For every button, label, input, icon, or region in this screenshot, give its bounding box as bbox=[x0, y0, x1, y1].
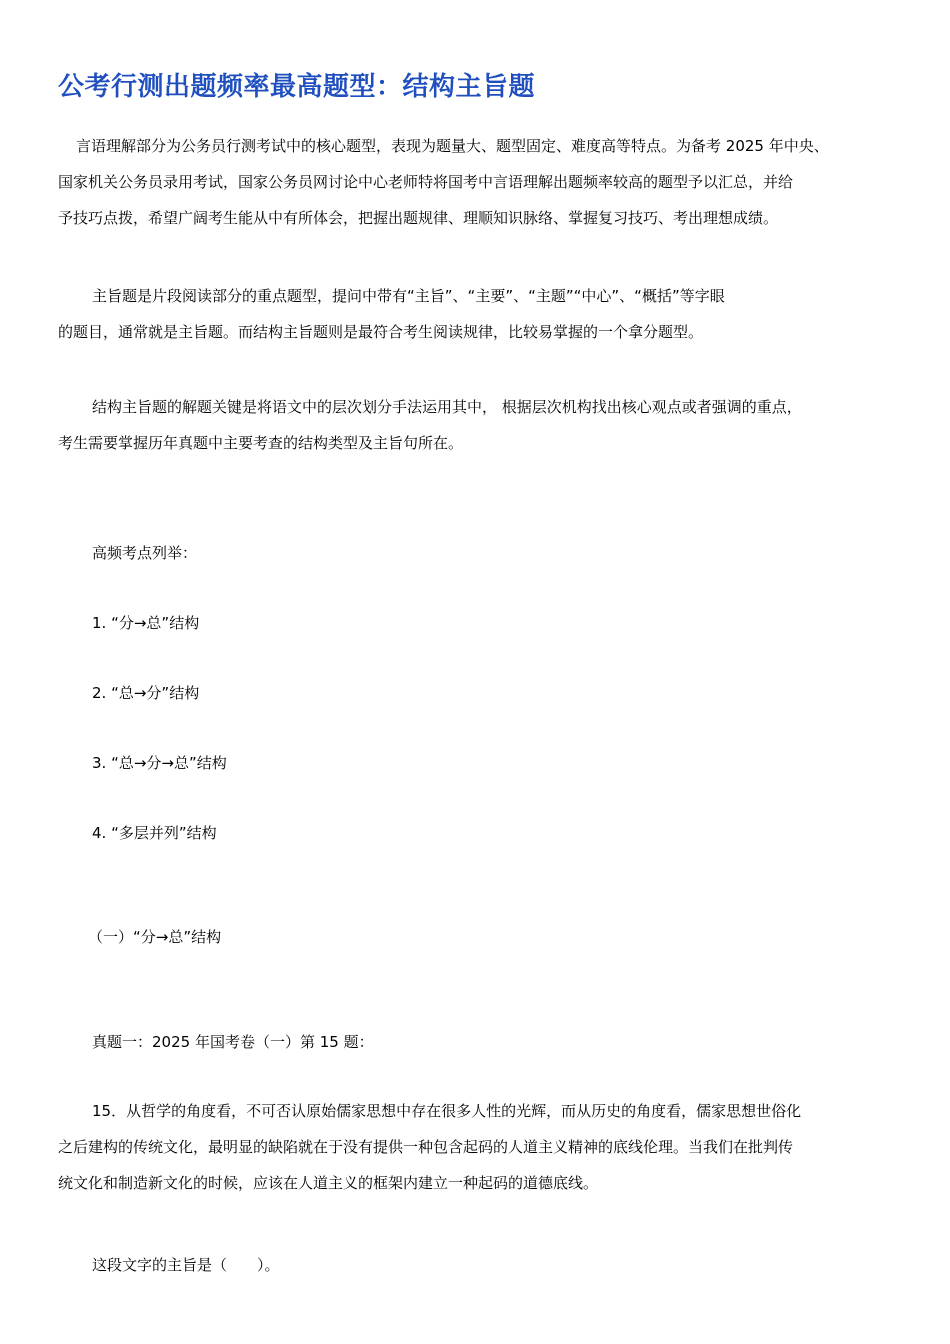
list-item: 4. “多层并列”结构 bbox=[92, 824, 217, 842]
main-idea-line: 主旨题是片段阅读部分的重点题型，提问中带有“主旨”、“主要”、“主题”“中心”、“概括”等字眼 bbox=[92, 287, 725, 305]
list-item: 1. “分→总”结构 bbox=[92, 614, 200, 632]
intro-paragraph bbox=[58, 128, 908, 236]
intro-line: 言语理解部分为公务员行测考试中的核心题型，表现为题量大、题型固定、难度高等特点。为备考 2025 年中央、 bbox=[76, 137, 829, 155]
list-item: 3. “总→分→总”结构 bbox=[92, 754, 227, 772]
question-source: 真题一：2025 年国考卷（一）第 15 题： bbox=[92, 1033, 374, 1051]
list-heading: 高频考点列举： bbox=[92, 544, 198, 562]
main-idea-paragraph bbox=[58, 278, 908, 350]
intro-line: 予技巧点拨，希望广阔考生能从中有所体会，把握出题规律、理顺知识脉络、掌握复习技巧、考出理想成绩。 bbox=[58, 209, 779, 227]
intro-line: 国家机关公务员录用考试，国家公务员网讨论中心老师特将国考中言语理解出题频率较高的题型予以汇总，并给 bbox=[58, 173, 794, 191]
question-line: 之后建构的传统文化，最明显的缺陷就在于没有提供一种包含起码的人道主义精神的底线伦理。当我们在批判传 bbox=[58, 1138, 794, 1156]
question-line: 15．从哲学的角度看，不可否认原始儒家思想中存在很多人性的光辉，而从历史的角度看，儒家思想世俗化 bbox=[92, 1102, 802, 1120]
key-method-line: 考生需要掌握历年真题中主要考查的结构类型及主旨句所在。 bbox=[58, 434, 464, 452]
key-method-line: 结构主旨题的解题关键是将语文中的层次划分手法运用其中， 根据层次机构找出核心观点或者强调的重点， bbox=[92, 398, 802, 416]
question-paragraph bbox=[58, 1093, 908, 1201]
question-line: 统文化和制造新文化的时候，应该在人道主义的框架内建立一种起码的道德底线。 bbox=[58, 1174, 599, 1192]
document-title: 公考行测出题频率最高题型：结构主旨题 bbox=[58, 72, 536, 102]
key-method-paragraph bbox=[58, 389, 908, 461]
main-idea-line: 的题目，通常就是主旨题。而结构主旨题则是最符合考生阅读规律，比较易掌握的一个拿分题型。 bbox=[58, 323, 704, 341]
section-heading: （一）“分→总”结构 bbox=[88, 928, 222, 946]
list-item: 2. “总→分”结构 bbox=[92, 684, 200, 702]
question-prompt: 这段文字的主旨是（ ）。 bbox=[92, 1256, 280, 1274]
